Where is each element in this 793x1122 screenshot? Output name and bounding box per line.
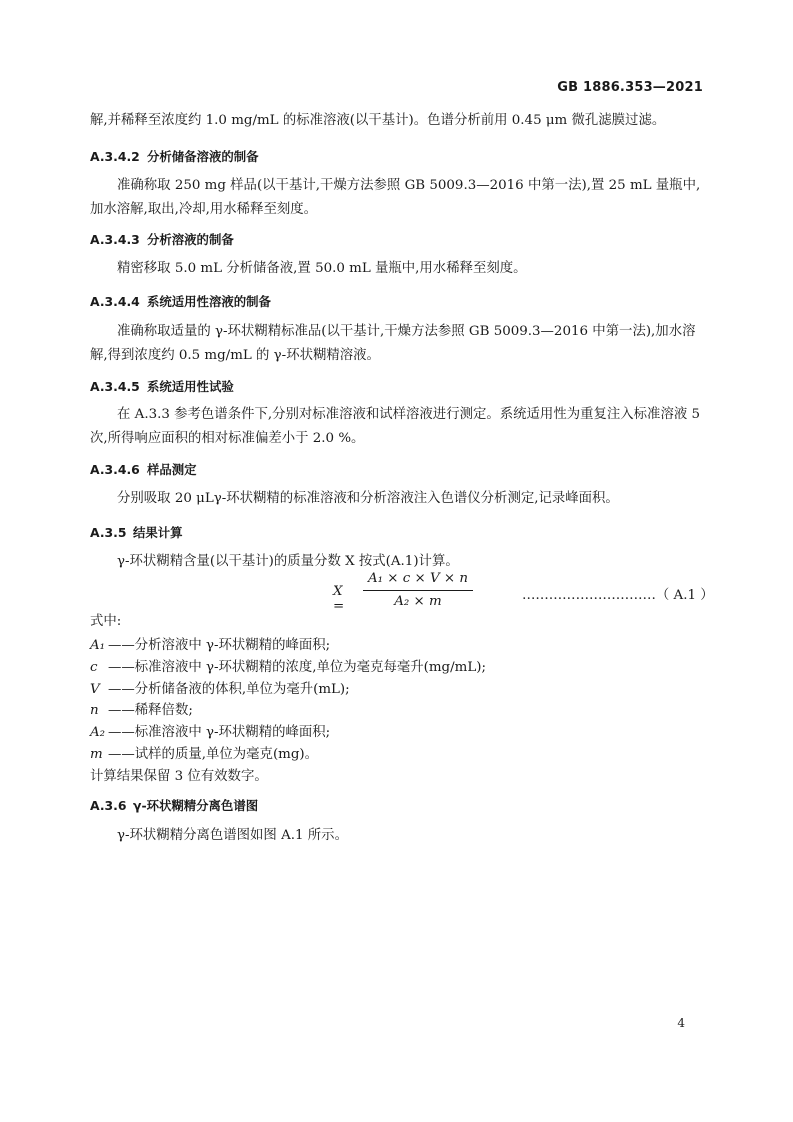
definition-symbol: V bbox=[90, 682, 100, 697]
definition-symbol: n bbox=[90, 703, 99, 718]
heading-title: γ-环状糊精分离色谱图 bbox=[133, 798, 259, 813]
heading-a3-4-3 bbox=[90, 230, 234, 248]
heading-a3-4-2 bbox=[90, 147, 259, 165]
heading-number: A.3.4.4 bbox=[90, 294, 140, 309]
paragraph-calculation-intro: γ-环状糊精含量(以干基计)的质量分数 X 按式(A.1)计算。 bbox=[117, 554, 459, 569]
heading-a3-5 bbox=[90, 523, 183, 541]
definition-text: ——稀释倍数; bbox=[108, 703, 193, 718]
paragraph-suitability-solution: 准确称取适量的 γ-环状糊精标准品(以干基计,干燥方法参照 GB 5009.3—2016 中第一法),加水溶解,得到浓度约 0.5 mg/mL 的 γ-环状糊精溶液。 bbox=[90, 324, 696, 363]
heading-a3-6 bbox=[90, 796, 258, 814]
definition-m bbox=[90, 743, 318, 767]
formula-fraction bbox=[363, 570, 473, 611]
heading-a3-4-6 bbox=[90, 460, 197, 478]
where-label: 式中: bbox=[90, 614, 122, 629]
definition-symbol: m bbox=[90, 747, 103, 762]
definition-a1 bbox=[90, 634, 330, 658]
heading-title: 系统适用性溶液的制备 bbox=[147, 294, 271, 309]
definition-symbol: c bbox=[90, 660, 98, 675]
heading-title: 结果计算 bbox=[133, 525, 183, 540]
heading-a3-4-5 bbox=[90, 377, 234, 395]
heading-number: A.3.4.3 bbox=[90, 232, 140, 247]
paragraph-suitability-test: 在 A.3.3 参考色谱条件下,分别对标准溶液和试样溶液进行测定。系统适用性为重复注入标准溶液 5 次,所得响应面积的相对标准偏差小于 2.0 %。 bbox=[90, 407, 700, 446]
heading-title: 系统适用性试验 bbox=[147, 379, 234, 394]
paragraph-stock-solution: 准确称取 250 mg 样品(以干基计,干燥方法参照 GB 5009.3—2016 中第一法),置 25 mL 量瓶中,加水溶解,取出,冷却,用水稀释至刻度。 bbox=[90, 178, 701, 217]
heading-number: A.3.5 bbox=[90, 525, 127, 540]
paragraph-continued: 解,并稀释至浓度约 1.0 mg/mL 的标准溶液(以干基计)。色谱分析前用 0.45 μm 微孔滤膜过滤。 bbox=[90, 113, 666, 128]
definition-symbol: A₂ bbox=[90, 725, 106, 740]
paragraph-sample-measurement: 分别吸取 20 μLγ-环状糊精的标准溶液和分析溶液注入色谱仪分析测定,记录峰面积。 bbox=[117, 491, 619, 506]
formula-lhs: X = bbox=[333, 584, 345, 614]
definition-text: ——试样的质量,单位为毫克(mg)。 bbox=[108, 747, 319, 762]
heading-title: 样品测定 bbox=[147, 462, 197, 477]
formula-numerator: A₁ × c × V × n bbox=[363, 570, 473, 591]
definition-text: ——标准溶液中 γ-环状糊精的峰面积; bbox=[108, 725, 331, 740]
heading-title: 分析储备溶液的制备 bbox=[147, 149, 259, 164]
definition-text: ——标准溶液中 γ-环状糊精的浓度,单位为毫克每毫升(mg/mL); bbox=[108, 660, 486, 675]
page-number: 4 bbox=[677, 1016, 685, 1030]
equation-number: …………………………（ A.1 ） bbox=[522, 588, 714, 603]
heading-title: 分析溶液的制备 bbox=[147, 232, 234, 247]
definition-n bbox=[90, 699, 193, 723]
standard-number: GB 1886.353—2021 bbox=[557, 80, 703, 95]
heading-number: A.3.4.6 bbox=[90, 462, 140, 477]
definition-text: ——分析溶液中 γ-环状糊精的峰面积; bbox=[108, 638, 331, 653]
heading-number: A.3.4.5 bbox=[90, 379, 140, 394]
paragraph-analysis-solution: 精密移取 5.0 mL 分析储备液,置 50.0 mL 量瓶中,用水稀释至刻度。 bbox=[117, 261, 527, 276]
heading-a3-4-4 bbox=[90, 292, 271, 310]
definition-text: ——分析储备液的体积,单位为毫升(mL); bbox=[108, 682, 350, 697]
formula-denominator: A₂ × m bbox=[394, 594, 442, 609]
definition-c bbox=[90, 656, 486, 680]
paragraph-chromatogram: γ-环状糊精分离色谱图如图 A.1 所示。 bbox=[117, 828, 348, 843]
heading-number: A.3.4.2 bbox=[90, 149, 140, 164]
rounding-note: 计算结果保留 3 位有效数字。 bbox=[90, 769, 268, 784]
heading-number: A.3.6 bbox=[90, 798, 127, 813]
definition-symbol: A₁ bbox=[90, 638, 106, 653]
definition-a2 bbox=[90, 721, 330, 745]
